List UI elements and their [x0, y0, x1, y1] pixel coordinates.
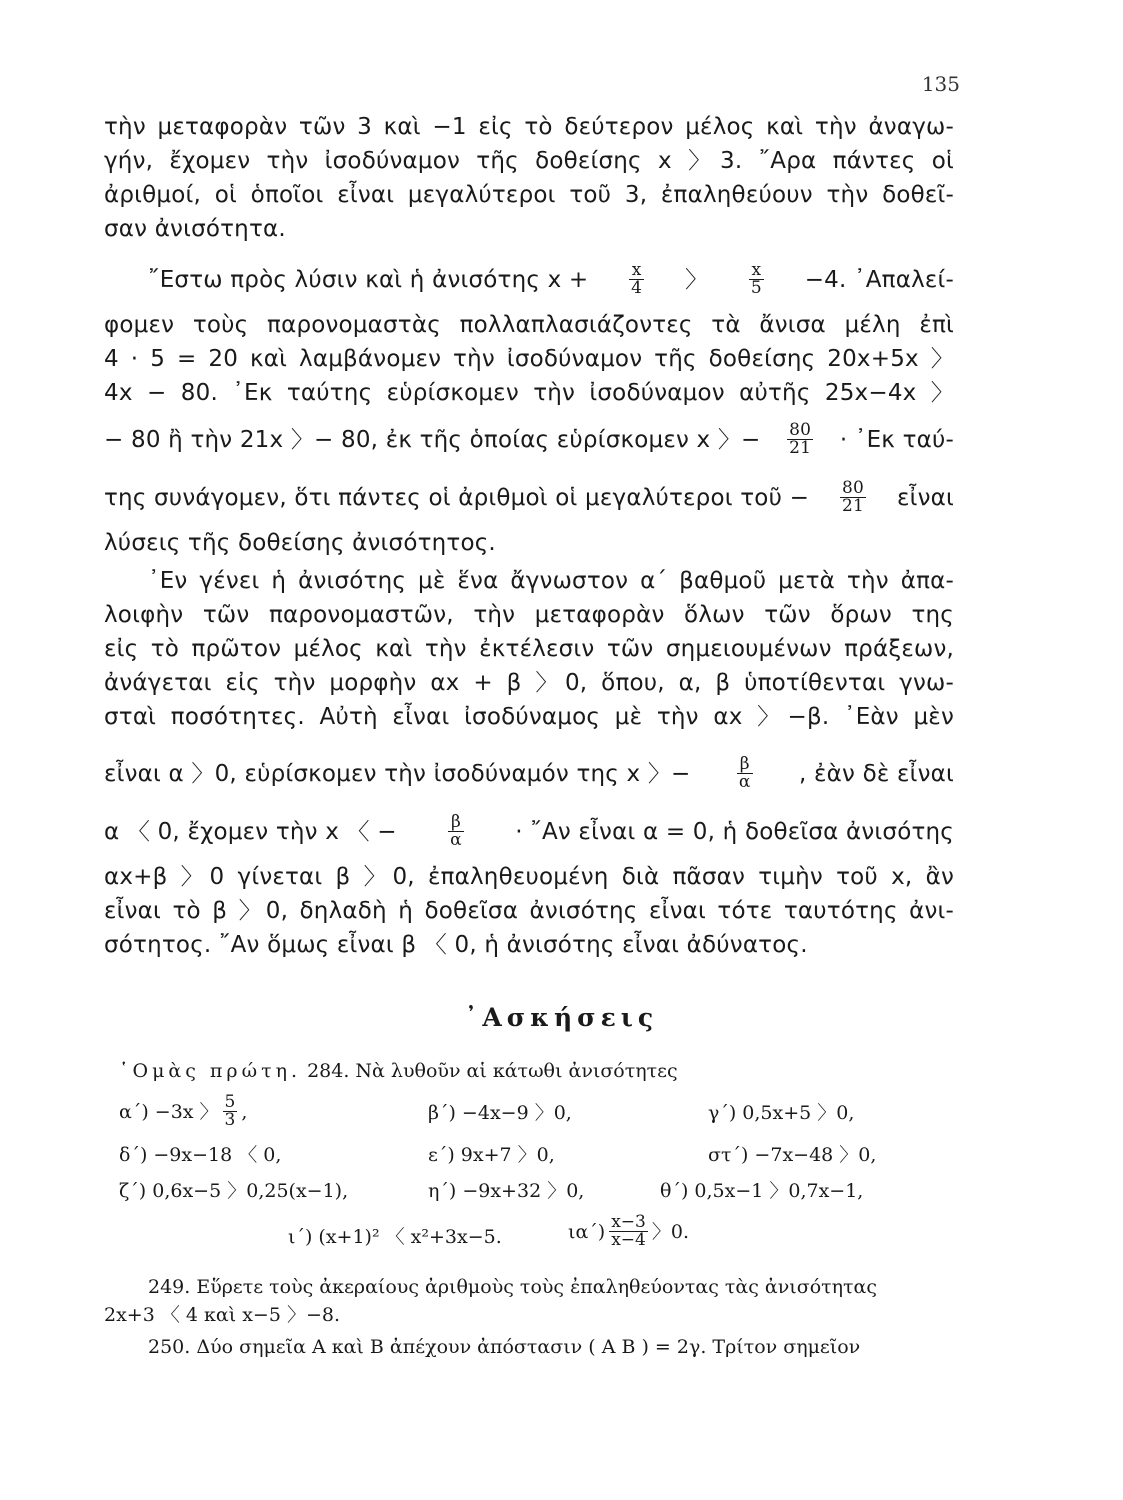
- text-line: γήν, ἔχομεν τὴν ἰσοδύναμον τῆς δοθείσης x 〉3. ῎Αρα πάντες οἱ: [104, 148, 954, 174]
- text-line-with-fractions: [148, 262, 954, 297]
- text-line: ἀριθμοί, οἱ ὁποῖοι εἶναι μεγαλύτεροι τοῦ 3, ἐπαληθεύουν τὴν δοθεῖ-: [104, 182, 954, 208]
- exercise-a: [119, 1094, 247, 1129]
- exercise-th: θ΄) 0,5x−1 〉0,7x−1,: [660, 1180, 864, 1202]
- exercise-i: ι΄) (x+1)² 〈 x²+3x−5.: [288, 1226, 502, 1248]
- exercise-a-tail: ,: [241, 1100, 248, 1123]
- exercise-h: η΄) −9x+32 〉0,: [428, 1180, 585, 1202]
- text-line: λύσεις τῆς δοθείσης ἀνισότητος.: [104, 530, 496, 556]
- exercise-a-label: α΄) −3x 〉: [119, 1100, 219, 1123]
- text-line: φομεν τοὺς παρονομαστὰς πολλαπλασιάζοντες τὰ ἄνισα μέλη ἐπὶ: [104, 312, 954, 338]
- fraction-80-over-21: $\frac{80}{21}$: [789, 420, 812, 458]
- exercise-intro: [119, 1058, 678, 1084]
- problem-249-line-2: 2x+3 〈 4 καὶ x−5 〉−8.: [104, 1304, 341, 1326]
- exercise-ia: [568, 1214, 689, 1249]
- exercise-e: ε΄) 9x+7 〉0,: [428, 1144, 555, 1166]
- text-segment: , ἐὰν δὲ εἶναι: [799, 760, 954, 787]
- text-segment: εἶναι α 〉0, εὑρίσκομεν τὴν ἰσοδύναμόν της x 〉−: [104, 760, 691, 787]
- text-segment: − 80 ἢ τὴν 21x 〉− 80, ἐκ τῆς ὁποίας εὑρίσκομεν x 〉−: [104, 426, 761, 453]
- text-segment: · ῎Αν εἶναι α = 0, ἡ δοθεῖσα ἀνισότης: [515, 818, 954, 845]
- text-line-with-fractions: [104, 756, 954, 791]
- exercise-z: ζ΄) 0,6x−5 〉0,25(x−1),: [119, 1180, 349, 1202]
- text-line-with-fractions: [104, 480, 954, 515]
- exercise-st: στ΄) −7x−48 〉0,: [708, 1144, 877, 1166]
- text-line: αx+β 〉0 γίνεται β 〉0, ἐπαληθευομένη διὰ πᾶσαν τιμὴν τοῦ x, ἂν: [104, 864, 954, 890]
- text-line: 4 · 5 = 20 καὶ λαμβάνομεν τὴν ἰσοδύναμον τῆς δοθείσης 20x+5x 〉: [104, 346, 954, 372]
- text-line: τὴν μεταφορὰν τῶν 3 καὶ −1 εἰς τὸ δεύτερον μέλος καὶ τὴν ἀναγω-: [104, 114, 954, 140]
- fraction-x-over-4: $\frac{x}{4}$: [631, 260, 643, 298]
- problem-249-line-1: 249. Εὕρετε τοὺς ἀκεραίους ἀριθμοὺς τοὺς ἐπαληθεύοντας τὰς ἀνισότητας: [148, 1276, 878, 1298]
- text-line: λοιφὴν τῶν παρονομαστῶν, τὴν μεταφορὰν ὅλων τῶν ὅρων της: [104, 602, 954, 628]
- text-segment: · ᾿Εκ ταύ-: [839, 426, 954, 453]
- text-line: ἀνάγεται εἰς τὴν μορφὴν αx + β 〉0, ὅπου, α, β ὑποτίθενται γνω-: [104, 670, 954, 696]
- text-line: εἶναι τὸ β 〉0, δηλαδὴ ἡ δοθεῖσα ἀνισότης εἶναι τότε ταυτότης ἀνι-: [104, 898, 954, 924]
- intro-text: 284. Νὰ λυθοῦν αἱ κάτωθι ἀνισότητες: [307, 1060, 678, 1082]
- group-label: ῾Ομὰς πρώτη.: [119, 1060, 302, 1082]
- text-line: σαν ἀνισότητα.: [104, 216, 286, 242]
- fraction-beta-over-alpha: $\frac{\beta}{\alpha}$: [450, 812, 462, 850]
- fraction-beta-over-alpha: $\frac{\beta}{\alpha}$: [738, 754, 751, 792]
- text-line: εἰς τὸ πρῶτον μέλος καὶ τὴν ἐκτέλεσιν τῶν σημειουμένων πράξεων,: [104, 636, 954, 662]
- exercises-heading: ᾿Ασκήσεις: [464, 1003, 659, 1032]
- text-segment: της συνάγομεν, ὅτι πάντες οἱ ἀριθμοὶ οἱ μεγαλύτεροι τοῦ −: [104, 484, 810, 511]
- exercise-b: β΄) −4x−9 〉0,: [428, 1102, 572, 1124]
- text-line: σταὶ ποσότητες. Αὐτὴ εἶναι ἰσοδύναμος μὲ τὴν αx 〉−β. ᾿Εὰν μὲν: [104, 704, 954, 730]
- exercise-ia-label: ια΄): [568, 1220, 606, 1243]
- text-line: ᾿Εν γένει ἡ ἀνισότης μὲ ἕνα ἄγνωστον α΄ βαθμοῦ μετὰ τὴν ἀπα-: [148, 568, 954, 594]
- exercise-c: γ΄) 0,5x+5 〉0,: [708, 1102, 855, 1124]
- exercise-d: δ΄) −9x−18 〈 0,: [119, 1144, 282, 1166]
- fraction-5-over-3: $\frac{5}{3}$: [224, 1092, 236, 1130]
- text-line-with-fractions: [104, 422, 954, 457]
- fraction-x-over-5: $\frac{x}{5}$: [750, 260, 762, 298]
- text-segment: εἶναι: [896, 484, 954, 511]
- text-segment: 〉: [684, 266, 709, 293]
- text-segment: −4. ᾿Απαλεί-: [804, 266, 954, 293]
- text-line-with-fractions: [104, 814, 954, 849]
- text-line: σότητος. ῎Αν ὅμως εἶναι β 〈 0, ἡ ἀνισότης εἶναι ἀδύνατος.: [104, 932, 808, 958]
- problem-250-line-1: 250. Δύο σημεῖα Α καὶ Β ἀπέχουν ἀπόστασιν ( Α Β ) = 2γ. Τρίτον σημεῖον: [148, 1336, 861, 1358]
- fraction-ia: $\frac{x-3}{x-4}$: [611, 1212, 646, 1250]
- exercise-ia-tail: 〉0.: [651, 1220, 689, 1243]
- text-segment: α 〈 0, ἔχομεν τὴν x 〈 −: [104, 818, 397, 845]
- fraction-80-over-21: $\frac{80}{21}$: [842, 478, 865, 516]
- page-number: 135: [921, 72, 960, 96]
- text-segment: ῎Εστω πρὸς λύσιν καὶ ἡ ἀνισότης x +: [148, 266, 589, 293]
- text-line: 4x − 80. ᾿Εκ ταύτης εὑρίσκομεν τὴν ἰσοδύναμον αὐτῆς 25x−4x 〉: [104, 380, 954, 406]
